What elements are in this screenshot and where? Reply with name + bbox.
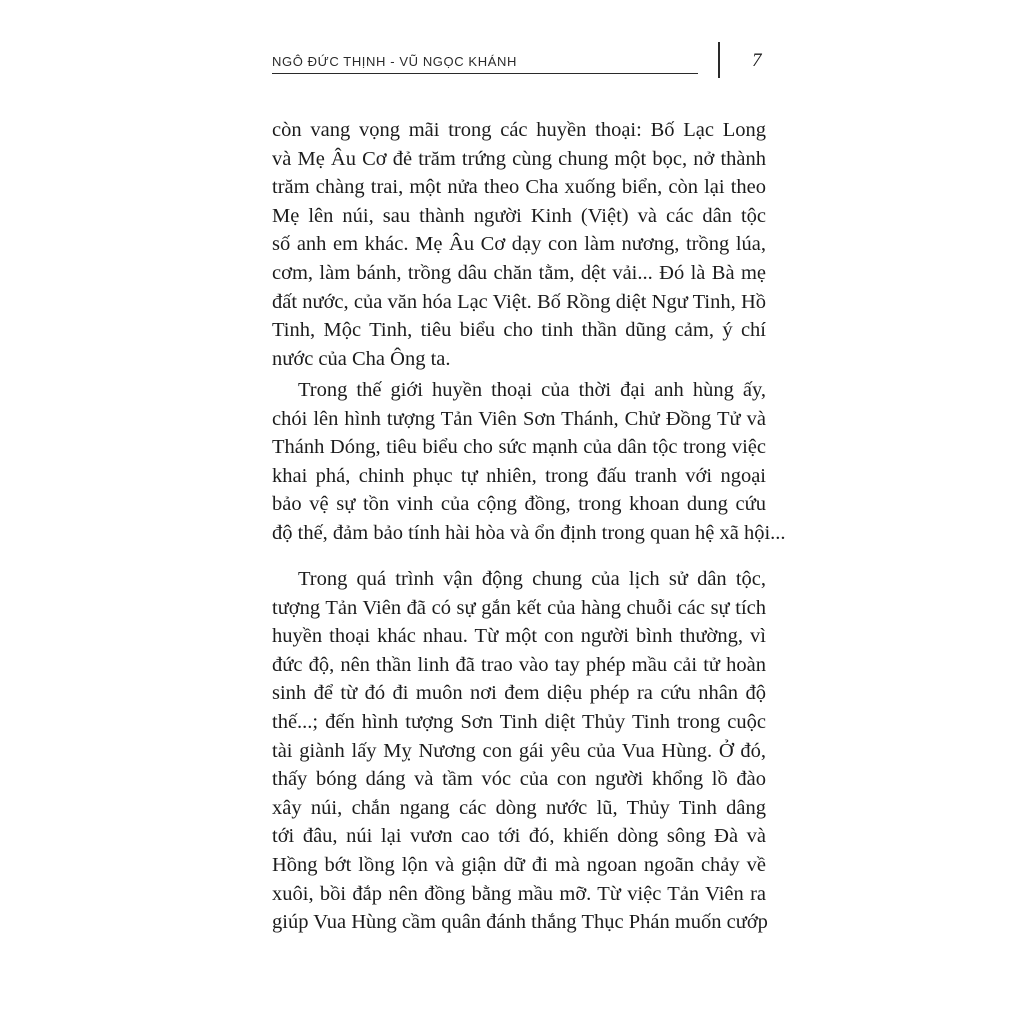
- text-line: còn vang vọng mãi trong các huyền thoại: Bố Lạc Long: [272, 119, 766, 141]
- text-line: và Mẹ Âu Cơ đẻ trăm trứng cùng chung một bọc, nở thành: [272, 147, 766, 170]
- text-line: Trong quá trình vận động chung của lịch sử dân tộc,: [298, 568, 766, 590]
- running-header-authors: NGÔ ĐỨC THỊNH - VŨ NGỌC KHÁNH: [272, 54, 517, 69]
- text-line: Trong thế giới huyền thoại của thời đại anh hùng ấy,: [298, 379, 766, 401]
- text-line: thấy bóng dáng và tầm vóc của con người khổng lồ đào: [272, 768, 766, 791]
- text-line: đất nước, của văn hóa Lạc Việt. Bố Rồng diệt Ngư Tinh, Hồ: [272, 290, 766, 313]
- page-number: 7: [752, 50, 762, 71]
- text-line: Tinh, Mộc Tinh, tiêu biểu cho tinh thần dũng cảm, ý chí: [272, 319, 766, 342]
- text-line: trăm chàng trai, một nửa theo Cha xuống biển, còn lại theo: [272, 176, 766, 199]
- text-line: giúp Vua Hùng cầm quân đánh thắng Thục Phán muốn cướp: [272, 911, 768, 934]
- text-line: số anh em khác. Mẹ Âu Cơ dạy con làm nương, trồng lúa,: [272, 233, 766, 256]
- text-line: huyền thoại khác nhau. Từ một con người bình thường, vì: [272, 625, 766, 648]
- text-line: xuôi, bồi đắp nên đồng bằng mầu mỡ. Từ việc Tản Viên ra: [272, 882, 766, 905]
- text-line: tới đâu, núi lại vươn cao tới đó, khiến dòng sông Đà và: [272, 825, 766, 848]
- text-line: bảo vệ sự tồn vinh của cộng đồng, trong khoan dung cứu: [272, 493, 766, 516]
- text-line: Thánh Dóng, tiêu biểu cho sức mạnh của dân tộc trong việc: [272, 436, 766, 459]
- text-line: chói lên hình tượng Tản Viên Sơn Thánh, Chử Đồng Tử và: [272, 407, 766, 430]
- text-line: sinh để từ đó đi muôn nơi đem diệu phép ra cứu nhân độ: [272, 682, 766, 705]
- text-line: nước của Cha Ông ta.: [272, 347, 451, 370]
- text-line: đức độ, nên thần linh đã trao vào tay phép mầu cải tử hoàn: [272, 653, 766, 676]
- text-line: tượng Tản Viên đã có sự gắn kết của hàng chuỗi các sự tích: [272, 596, 766, 619]
- text-line: xây núi, chắn ngang các dòng nước lũ, Thủy Tinh dâng: [272, 796, 766, 819]
- text-line: Mẹ lên núi, sau thành người Kinh (Việt) và các dân tộc: [272, 204, 766, 227]
- text-line: khai phá, chinh phục tự nhiên, trong đấu tranh với ngoại: [272, 464, 766, 487]
- text-line: thế...; đến hình tượng Sơn Tinh diệt Thủy Tinh trong cuộc: [272, 711, 766, 733]
- text-line: độ thế, đảm bảo tính hài hòa và ổn định trong quan hệ xã hội...: [272, 522, 786, 544]
- text-line: Hồng bớt lồng lộn và giận dữ đi mà ngoan ngoãn chảy về: [272, 854, 766, 876]
- text-line: cơm, làm bánh, trồng dâu chăn tằm, dệt vải... Đó là Bà mẹ: [272, 262, 766, 284]
- text-line: tài giành lấy Mỵ Nương con gái yêu của Vua Hùng. Ở đó,: [272, 739, 766, 762]
